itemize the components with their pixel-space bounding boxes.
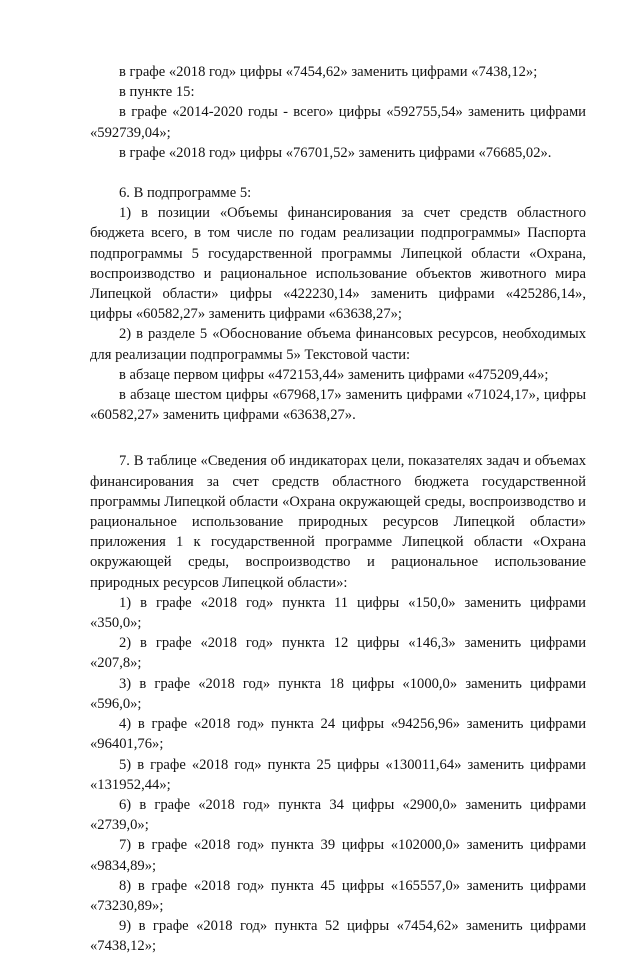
list-item: 9) в графе «2018 год» пункта 52 цифры «7454,62» заменить цифрами «7438,12»; xyxy=(90,918,586,955)
list-item: 2) в графе «2018 год» пункта 12 цифры «146,3» заменить цифрами «207,8»; xyxy=(90,635,586,672)
list-item: 3) в графе «2018 год» пункта 18 цифры «1000,0» заменить цифрами «596,0»; xyxy=(90,675,586,712)
paragraph: в графе «2018 год» цифры «7454,62» заменить цифрами «7438,12»; xyxy=(119,64,538,80)
section-heading: 7. В таблице «Сведения об индикаторах цели, показателях задач и объемах финансирования за счет средств областного бюджета государственной программы Липецкой области «Охрана окружающей среды, воспроизводство и рациональное использование природных ресурсов Липецкой области» приложения 1 к государственной программе Липецкой области «Охрана окружающей среды, воспроизводство и рациональное использование природных ресурсов Липецкой области»: xyxy=(90,453,586,591)
list-item: 6) в графе «2018 год» пункта 34 цифры «2900,0» заменить цифрами «2739,0»; xyxy=(90,796,586,834)
paragraph: в абзаце шестом цифры «67968,17» заменить цифрами «71024,17», цифры «60582,27» заменить цифрами «63638,27». xyxy=(90,387,586,424)
paragraph-spacer xyxy=(90,425,586,451)
document-page xyxy=(90,62,586,957)
paragraph: в пункте 15: xyxy=(119,84,195,101)
list-item: 1) в графе «2018 год» пункта 11 цифры «150,0» заменить цифрами «350,0»; xyxy=(90,594,586,632)
paragraph: в абзаце первом цифры «472153,44» заменить цифрами «475209,44»; xyxy=(119,366,549,383)
list-item: 8) в графе «2018 год» пункта 45 цифры «165557,0» заменить цифрами «73230,89»; xyxy=(90,877,586,914)
paragraph: 1) в позиции «Объемы финансирования за счет средств областного бюджета всего, в том числе по годам реализации подпрограммы» Паспорта подпрограммы 5 государственной программы Липецкой области «Охрана, воспроизводство и рациональное использование объектов животного мира Липецкой области» цифры «422230,14» заменить цифрами «425286,14», цифры «60582,27» заменить цифрами «63638,27»; xyxy=(90,205,586,323)
paragraph: в графе «2018 год» цифры «76701,52» заменить цифрами «76685,02». xyxy=(119,144,552,161)
list-item: 4) в графе «2018 год» пункта 24 цифры «94256,96» заменить цифрами «96401,76»; xyxy=(90,716,586,753)
list-item: 7) в графе «2018 год» пункта 39 цифры «102000,0» заменить цифрами «9834,89»; xyxy=(90,837,586,874)
list-item: 5) в графе «2018 год» пункта 25 цифры «130011,64» заменить цифрами «131952,44»; xyxy=(90,756,586,793)
section-heading: 6. В подпрограмме 5: xyxy=(119,185,252,202)
paragraph: 2) в разделе 5 «Обоснование объема финансовых ресурсов, необходимых для реализации подпрограммы 5» Текстовой части: xyxy=(90,326,586,363)
paragraph: в графе «2014-2020 годы - всего» цифры «592755,54» заменить цифрами «592739,04»; xyxy=(90,104,586,141)
paragraph-spacer xyxy=(90,163,586,183)
